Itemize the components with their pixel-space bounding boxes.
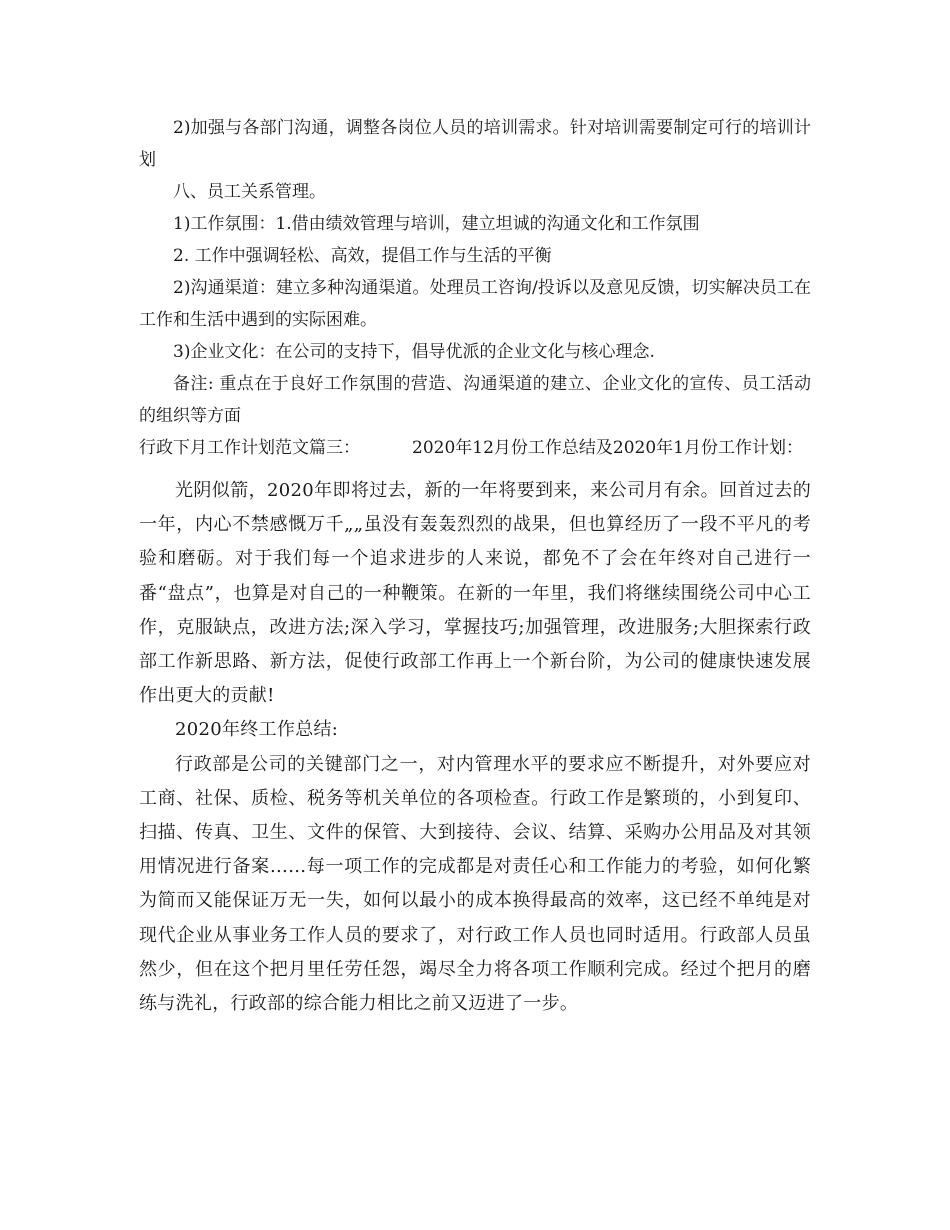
paragraph-communication-channels: 2)沟通渠道：建立多种沟通渠道。处理员工咨询/投诉以及意见反馈，切实解决员工在工作和生活中遇到的实际困难。: [139, 278, 811, 330]
paragraph-remark: 备注: 重点在于良好工作氛围的营造、沟通渠道的建立、企业文化的宣传、员工活动的组织等方面: [139, 374, 811, 426]
paragraph-training-communication: 2)加强与各部门沟通，调整各岗位人员的培训需求。针对培训需要制定可行的培训计划: [139, 118, 811, 170]
paragraph-work-atmosphere: 1)工作氛围：1.借由绩效管理与培训，建立坦诚的沟通文化和工作氛围: [173, 214, 700, 234]
paragraph-work-life-balance: 2. 工作中强调轻松、高效，提倡工作与生活的平衡: [173, 246, 552, 266]
subheading-year-end-summary: 2020年终工作总结:: [175, 719, 339, 741]
article-heading-part1: 行政下月工作计划范文篇三：: [139, 438, 360, 458]
article-heading-part2: 2020年12月份工作总结及2020年1月份工作计划：: [412, 438, 803, 458]
paragraph-admin-department: 行政部是公司的关键部门之一，对内管理水平的要求应不断提升，对外要应对工商、社保、质检、税务等机关单位的各项检查。行政工作是繁琐的，小到复印、扫描、传真、卫生、文件的保管、大到接待、会议、结算、采购办公用品及对其领用情况进行备案……每一项工作的完成都是对责任心和工作能力的考验，如何化繁为简而又能保证万无一失，如何以最小的成本换得最高的效率，这已经不单纯是对现代企业从事业务工作人员的要求了，对行政工作人员也同时适用。行政部人员虽然少，但在这个把月里任劳任怨，竭尽全力将各项工作顺利完成。经过个把月的磨练与洗礼，行政部的综合能力相比之前又迈进了一步。: [139, 753, 811, 1015]
section-heading-employee-relations: 八、员工关系管理。: [173, 182, 326, 202]
document-content: [139, 112, 811, 1021]
paragraph-corporate-culture: 3)企业文化：在公司的支持下，倡导优派的企业文化与核心理念.: [173, 342, 655, 362]
paragraph-intro: 光阴似箭，2020年即将过去，新的一年将要到来，来公司月有余。回首过去的一年，内心不禁感慨万千„„虽没有轰轰烈烈的战果，但也算经历了一段不平凡的考验和磨砺。对于我们每一个追求进步的人来说，都免不了会在年终对自己进行一番“盘点”，也算是对自己的一种鞭策。在新的一年里，我们将继续围绕公司中心工作，克服缺点，改进方法;深入学习，掌握技巧;加强管理，改进服务;大胆探索行政部工作新思路、新方法，促使行政部工作再上一个新台阶，为公司的健康快速发展作出更大的贡献!: [139, 480, 811, 707]
main-section: [139, 474, 811, 1021]
article-heading: [139, 432, 811, 464]
